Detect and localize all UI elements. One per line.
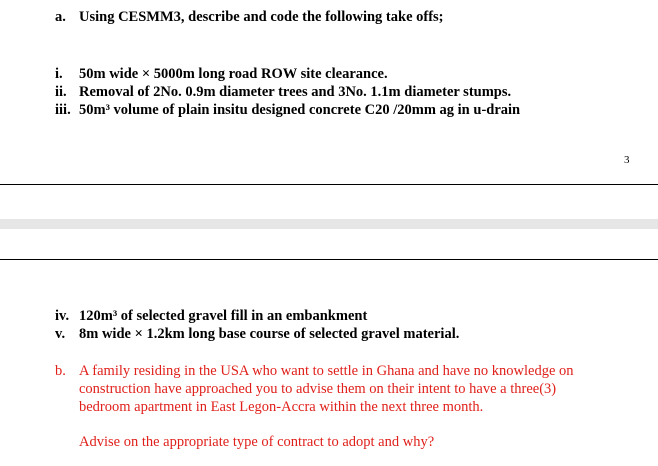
question-a-text: Using CESMM3, describe and code the following take offs; — [79, 9, 444, 25]
page-top-rule — [0, 259, 658, 260]
question-b-prompt: Advise on the appropriate type of contract to adopt and why? — [79, 434, 435, 450]
question-a-marker: a. — [55, 9, 66, 25]
item-text: 120m³ of selected gravel fill in an embankment — [79, 308, 368, 324]
takeoff-item-iii — [55, 101, 520, 119]
item-marker: i. — [55, 66, 63, 82]
takeoff-item-v — [55, 325, 459, 343]
item-marker: iii. — [55, 102, 71, 118]
item-text: 50m³ volume of plain insitu designed concrete C20 /20mm ag in u-drain — [79, 102, 521, 118]
item-text: Removal of 2No. 0.9m diameter trees and 3No. 1.1m diameter stumps. — [79, 84, 512, 100]
takeoff-item-iv — [55, 307, 367, 325]
question-b-marker: b. — [55, 363, 66, 379]
question-a-heading — [55, 8, 444, 26]
item-text: 8m wide × 1.2km long base course of selected gravel material. — [79, 326, 460, 342]
item-text: 50m wide × 5000m long road ROW site clearance. — [79, 66, 388, 82]
page-break-band — [0, 219, 658, 229]
item-marker: v. — [55, 326, 66, 342]
item-marker: iv. — [55, 308, 70, 324]
page-bottom-rule — [0, 184, 658, 185]
page-number: 3 — [624, 154, 630, 166]
takeoff-item-ii — [55, 83, 511, 101]
question-b-line-2: construction have approached you to advise them on their intent to have a three(3) — [79, 381, 557, 397]
item-marker: ii. — [55, 84, 67, 100]
question-b-line-1 — [55, 362, 574, 380]
takeoff-item-i — [55, 65, 388, 83]
question-b-text: A family residing in the USA who want to settle in Ghana and have no knowledge on — [79, 363, 574, 379]
question-b-line-3: bedroom apartment in East Legon-Accra within the next three month. — [79, 399, 484, 415]
